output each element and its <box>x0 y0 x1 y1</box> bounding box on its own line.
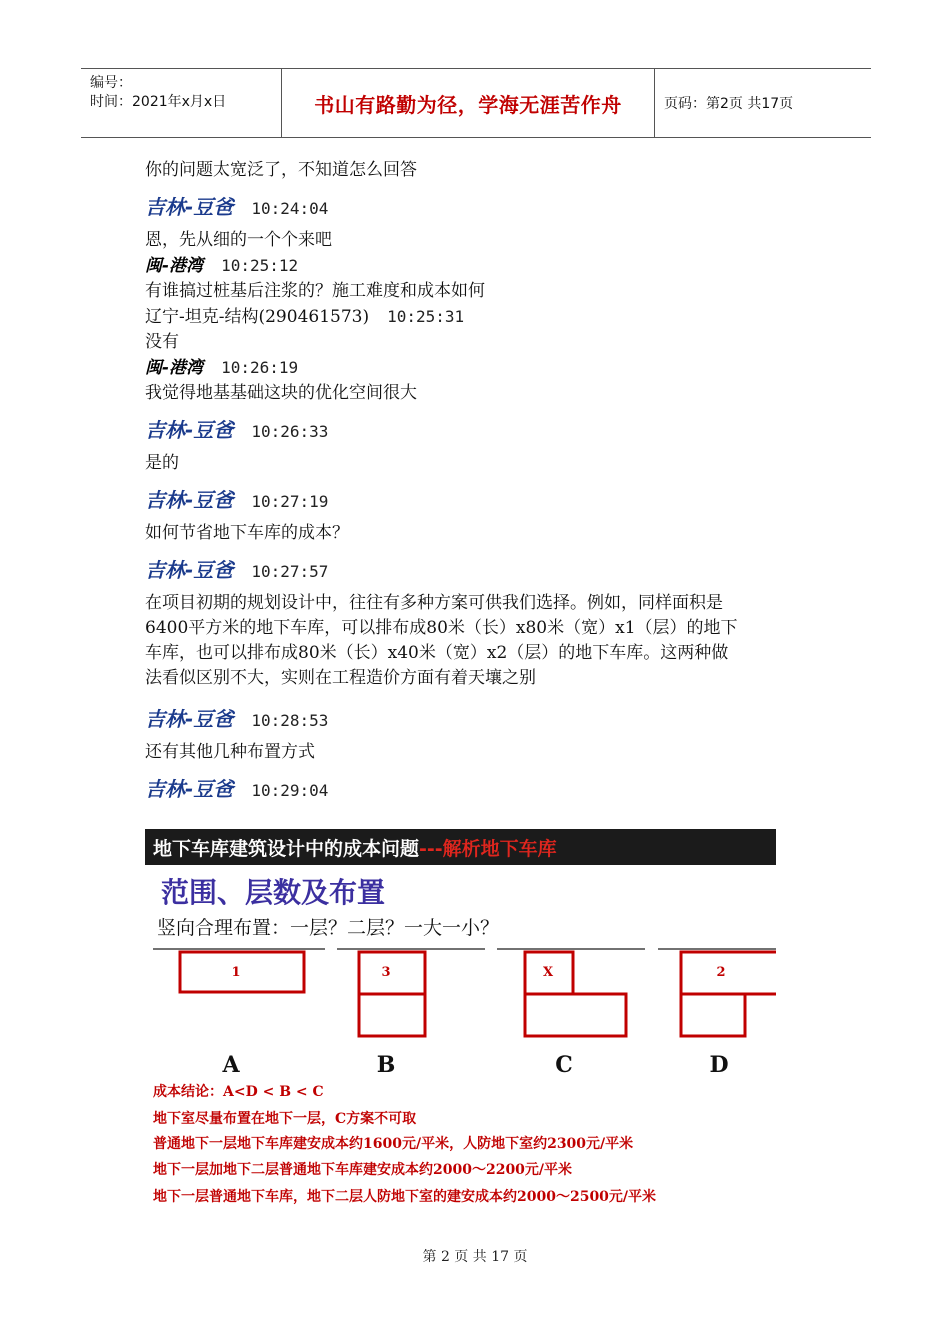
option-d-level1 <box>681 952 776 994</box>
message-paragraph <box>145 591 825 691</box>
message-header <box>145 775 825 805</box>
message-time: 10:27:57 <box>251 562 329 581</box>
paragraph-line: 法看似区别不大，实则在工程造价方面有着天壤之别 <box>145 668 536 688</box>
sender-name: 辽宁-坦克-结构(290461573) <box>145 307 370 327</box>
slide-title <box>153 834 557 861</box>
sender-name: 闽-港湾 <box>145 358 204 378</box>
header-motto: 书山有路勤为径，学海无涯苦作舟 <box>282 69 655 137</box>
message-header <box>145 355 825 381</box>
message-header <box>145 193 825 223</box>
slide-title-bar <box>145 829 776 865</box>
slide-title-main: 地下车库建筑设计中的成本问题 <box>153 838 420 860</box>
option-d-level2 <box>681 994 745 1036</box>
message-header <box>145 416 825 446</box>
paragraph-line: 6400平方米的地下车库，可以排布成80米（长）x80米（宽）x1（层）的地下 <box>145 618 738 638</box>
message-text: 我觉得地基基础这块的优化空间很大 <box>145 383 417 403</box>
slide-subtitle: 竖向合理布置：一层？二层？一大一小？ <box>157 917 500 939</box>
box-label-a: 1 <box>231 965 241 980</box>
box-label-d: 2 <box>716 965 726 980</box>
message-text: 如何节省地下车库的成本？ <box>145 523 349 543</box>
paragraph-line: 车库，也可以排布成80米（长）x40米（宽）x2（层）的地下车库。这两种做 <box>145 643 729 663</box>
slide-heading: 范围、层数及布置 <box>161 876 386 909</box>
message-time: 10:28:53 <box>251 711 329 730</box>
layout-diagram <box>145 939 776 1079</box>
message-text: 没有 <box>145 332 179 352</box>
message-time: 10:24:04 <box>251 199 329 218</box>
option-label-a: A <box>222 1052 240 1078</box>
message-header <box>145 304 825 330</box>
conclusion-line: 地下一层普通地下车库，地下二层人防地下室的建安成本约2000～2500元/平米 <box>153 1189 657 1205</box>
conclusion-line: 地下室尽量布置在地下一层，C方案不可取 <box>153 1111 417 1127</box>
message-header <box>145 705 825 735</box>
sender-name: 吉林-豆爸 <box>145 418 234 442</box>
message-time: 10:26:33 <box>251 422 329 441</box>
conclusion-line: 地下一层加地下二层普通地下车库建安成本约2000～2200元/平米 <box>153 1162 573 1178</box>
sender-name: 吉林-豆爸 <box>145 707 234 731</box>
message-time: 10:25:31 <box>387 307 465 326</box>
slide-title-red: ---解析地下车库 <box>419 838 557 860</box>
conclusion-line: 成本结论：A<D < B < C <box>153 1084 324 1100</box>
time-label: 时间：2021年x月x日 <box>90 94 227 110</box>
chat-log <box>145 158 825 810</box>
option-c-level2 <box>525 994 626 1036</box>
option-label-c: C <box>555 1052 573 1078</box>
message-text: 恩，先从细的一个个来吧 <box>145 230 332 250</box>
number-label: 编号： <box>90 75 132 91</box>
page-header <box>81 68 871 138</box>
option-label-d: D <box>709 1052 729 1078</box>
message-time: 10:27:19 <box>251 492 329 511</box>
message-text: 还有其他几种布置方式 <box>145 742 315 762</box>
conclusion-line: 普通地下一层地下车库建安成本约1600元/平米，人防地下室约2300元/平米 <box>153 1136 634 1152</box>
message-text: 是的 <box>145 453 179 473</box>
paragraph-line: 在项目初期的规划设计中，往往有多种方案可供我们选择。例如，同样面积是 <box>145 593 723 613</box>
box-label-b: 3 <box>381 965 391 980</box>
message-header <box>145 253 825 279</box>
message-text: 你的问题太宽泛了，不知道怎么回答 <box>145 160 417 180</box>
message-header <box>145 486 825 516</box>
message-time: 10:26:19 <box>221 358 299 377</box>
message-text: 有谁搞过桩基后注浆的？施工难度和成本如何 <box>145 281 485 301</box>
message-time: 10:25:12 <box>221 256 299 275</box>
message-header <box>145 556 825 586</box>
sender-name: 吉林-豆爸 <box>145 195 234 219</box>
message-time: 10:29:04 <box>251 781 329 800</box>
box-label-c: X <box>542 965 554 980</box>
sender-name: 吉林-豆爸 <box>145 558 234 582</box>
sender-name: 闽-港湾 <box>145 256 204 276</box>
option-b-level2 <box>359 994 425 1036</box>
header-meta-cell <box>81 69 282 137</box>
option-a-level1 <box>180 952 304 992</box>
sender-name: 吉林-豆爸 <box>145 488 234 512</box>
option-b-level1 <box>359 952 425 994</box>
embedded-slide-image <box>145 829 776 1209</box>
page-footer: 第 2 页 共 17 页 <box>422 1249 528 1265</box>
header-page-code: 页码：第2页 共17页 <box>664 96 794 112</box>
sender-name: 吉林-豆爸 <box>145 777 234 801</box>
option-label-b: B <box>376 1052 396 1078</box>
